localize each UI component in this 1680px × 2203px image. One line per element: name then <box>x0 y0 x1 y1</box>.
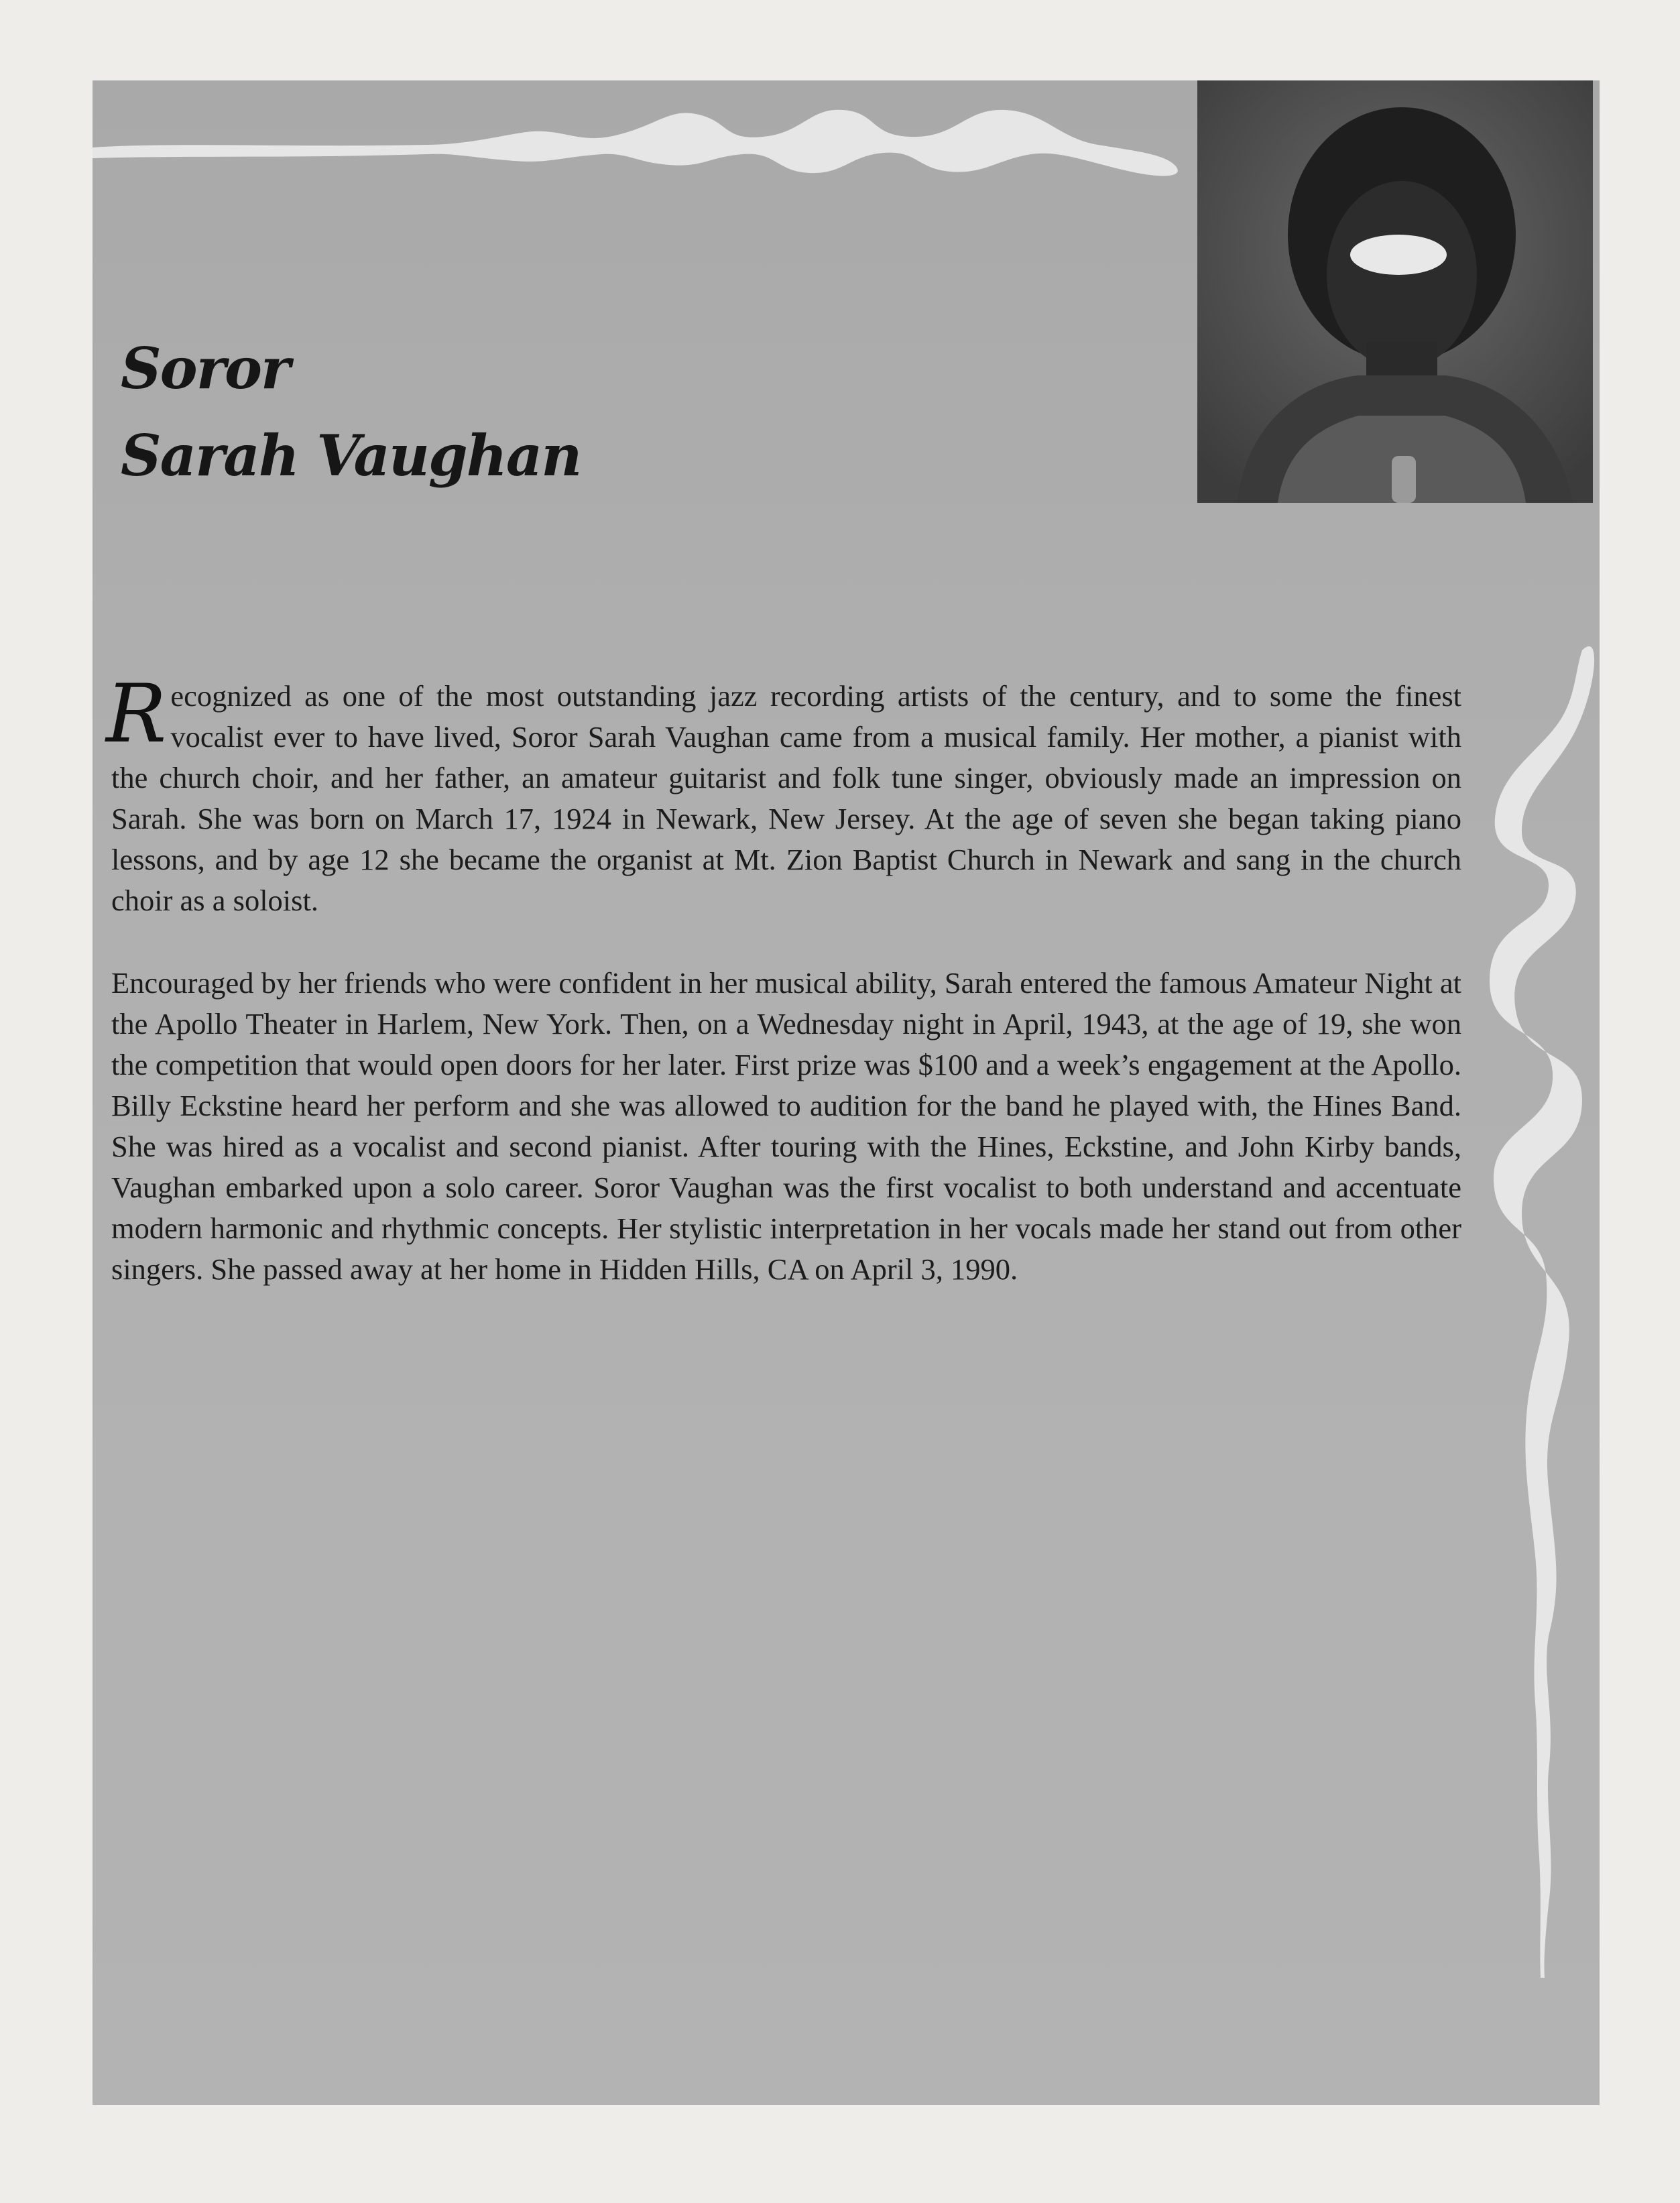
paragraph-1 <box>106 668 1461 921</box>
top-swirl-decoration <box>93 80 1199 188</box>
paragraph-1-text: ecognized as one of the most outstanding jazz recording artists of the century, and to some the finest vocalist ever to have lived, Soror Sarah Vaughan came from a musical family. Her mother, a pianist with the church choir, and her father, an amateur guitarist and folk tune singer, obviously made an impression on Sarah. She was born on March 17, 1924 in Newark, New Jersey. At the age of seven she began taking piano lessons, and by age 12 she became the organist at Mt. Zion Baptist Church in Newark and sang in the church choir as a soloist. <box>111 679 1461 917</box>
title-line-1: Soror <box>121 335 290 402</box>
paragraph-2: Encouraged by her friends who were confident in her musical ability, Sarah entered the famous Amateur Night at the Apollo Theater in Harlem, New York. Then, on a Wednesday night in April, 1943, at the age of 19, she won the competition that would open doors for her later. First prize was $100 and a week’s engagement at the Apollo. Billy Eckstine heard her perform and she was allowed to audition for the band he played with, the Hines Band. She was hired as a vocalist and second pianist. After touring with the Hines, Eckstine, and John Kirby bands, Vaughan embarked upon a solo career. Soror Vaughan was the first vocalist to both understand and accentuate modern harmonic and rhythmic concepts. Her stylistic interpretation in her vocals made her stand out from other singers. She passed away at her home in Hidden Hills, CA on April 3, 1990. <box>111 966 1461 1286</box>
portrait-photo <box>1197 80 1593 503</box>
biography-text <box>106 668 1461 1331</box>
title-line-2: Sarah Vaughan <box>121 422 581 489</box>
portrait-photo-icon <box>1197 80 1593 503</box>
side-swirl-decoration <box>1482 630 1602 1984</box>
title-block <box>121 329 590 496</box>
drop-cap: R <box>106 668 167 761</box>
